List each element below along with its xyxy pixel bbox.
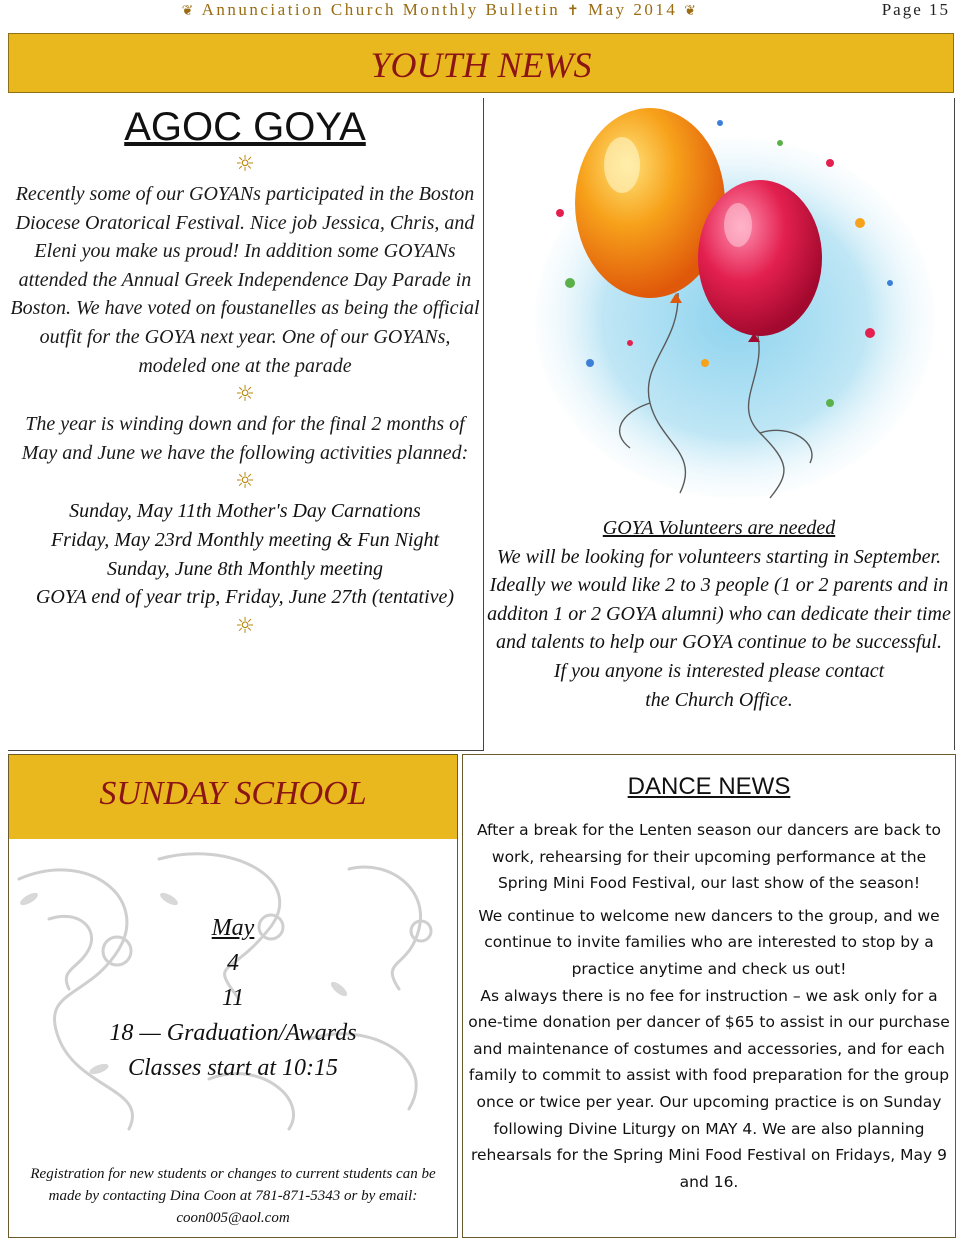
volunteers-title: GOYA Volunteers are needed [602, 517, 836, 539]
goya-paragraph-2: The year is winding down and for the final 2 months of May and June we have the following activities planned: [21, 413, 469, 464]
class-start-time: Classes start at 10:15 [127, 1055, 339, 1081]
youth-news-title: YOUTH NEWS [370, 45, 592, 85]
youth-news-banner [8, 33, 954, 93]
dance-paragraph-2: We continue to welcome new dancers to the group, and we continue to invite families who are interested to stop by a practice anytime and check us out! [478, 906, 940, 978]
cross-icon: ✝ [567, 4, 582, 19]
volunteers-notice [486, 514, 952, 714]
page-number: Page 15 [881, 0, 950, 19]
balloons-illustration [530, 103, 940, 503]
dance-paragraph-3: As always there is no fee for instruction – we ask only for a one-time donation per dancer of $65 to assist in our purchase and maintenance of costumes and accessories, and for each family to commit to assist with food preparation for the group once or twice per year. Our upcoming practice is on Sunday following Divine Liturgy on MAY 4. We are also planning rehearsals for the Spring Mini Food Festival on Fridays, May 9 and 16. [468, 986, 950, 1191]
registration-note: Registration for new students or changes to current students can be made by contacting Dina Coon at 781-871-5343 or by email: coon005@aol.com [30, 1166, 436, 1226]
right-border [954, 98, 955, 750]
volunteers-body: We will be looking for volunteers starting in September. Ideally we would like 2 to 3 people (1 or 2 parents and in additon 1 or 2 GOYA alumni) who can dedicate their time and talents to help our GOYA continue to be successful. [487, 545, 951, 654]
volunteers-contact-line: If you anyone is interested please contact [553, 659, 885, 682]
volunteers-contact-office: the Church Office. [645, 688, 793, 711]
sunday-school-title: SUNDAY SCHOOL [99, 775, 367, 812]
class-date: 4 [227, 950, 239, 976]
dance-news-body [465, 817, 953, 1195]
event-item: Friday, May 23rd Monthly meeting & Fun Night [50, 528, 440, 551]
flourish-icon: ❦ [684, 4, 699, 19]
sunday-school-month: May [211, 915, 255, 941]
dance-news-section [462, 754, 956, 1238]
bulletin-name: Annunciation Church Monthly Bulletin [201, 0, 561, 19]
bulletin-issue: May 2014 [588, 0, 678, 19]
column-divider [483, 98, 484, 750]
sun-separator-icon: ☼ [235, 152, 255, 177]
sun-separator-icon: ☼ [235, 469, 255, 495]
sunday-school-banner [9, 755, 457, 839]
sunday-school-dates [9, 911, 457, 1086]
event-item: Sunday, May 11th Mother's Day Carnations [69, 500, 421, 523]
section-divider [8, 750, 484, 751]
dance-paragraph-1: After a break for the Lenten season our dancers are back to work, rehearsing for their upcoming performance at the Spring Mini Food Festival, our last show of the season! [476, 821, 941, 893]
bulletin-title [160, 0, 720, 22]
sun-separator-icon: ☼ [235, 382, 255, 408]
event-item: GOYA end of year trip, Friday, June 27th (tentative) [35, 586, 455, 609]
class-date: 11 [221, 985, 245, 1011]
class-date: 18 — Graduation/Awards [109, 1020, 357, 1046]
sun-separator-icon: ☼ [235, 613, 255, 639]
sunday-school-section [8, 754, 458, 1238]
dance-news-title: DANCE NEWS [627, 773, 791, 800]
page-header [0, 0, 960, 26]
goya-paragraph-1: Recently some of our GOYANs participated in the Boston Diocese Oratorical Festival. Nice job Jessica, Chris, and Eleni you make us proud! In addition some GOYANs attended the Annual Greek Independence Day Parade in Boston. We have voted on foustanelles as being the official outfit for the GOYA next year. One of our GOYANs, modeled one at the parade [10, 183, 480, 377]
goya-section [8, 100, 482, 642]
event-item: Sunday, June 8th Monthly meeting [106, 557, 384, 580]
flourish-icon: ❦ [181, 4, 196, 19]
goya-heading: AGOC GOYA [124, 105, 366, 149]
